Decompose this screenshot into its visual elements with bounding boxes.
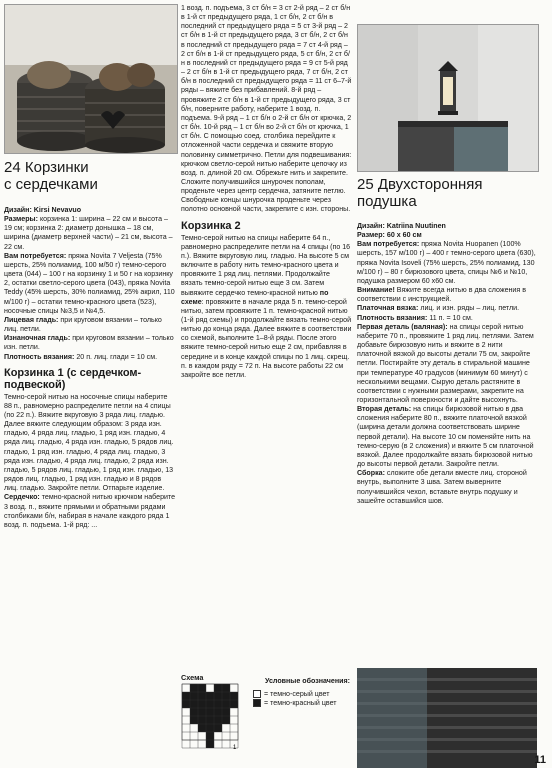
scheme-cell-dark [198,700,206,708]
scheme-cell-dark [190,700,198,708]
project-25-title-line1: Двухсторонняя [377,176,483,193]
page-number: 11 [534,754,546,766]
scheme-cell-dark [198,716,206,724]
attention-label: Внимание! [357,286,395,295]
scheme-cell-dark [206,740,214,748]
scheme-grid [181,683,241,753]
garter-label: Платочная вязка: [357,304,419,313]
scheme-cell-dark [222,684,230,692]
column-1 [4,206,176,530]
scheme-cell-dark [214,716,222,724]
scheme-cell-dark [206,708,214,716]
scheme-cell-dark [214,700,222,708]
baskets-photo [4,4,178,154]
scheme-cell-dark [222,716,230,724]
basket2-text-a: Темно-серой нитью на спицы наберите 64 п., равномерно распределите петли на 4 спицы (по 16 п.). Вяжите вкруговую лиц. гладью. На высоте 5 см включите в работу нить темно-красного цвета и провяжите 1 ряд лиц. петлями. Продолжайте вязать темно-серой нитью еще 3 см. Затем вывяжите сердечко темно-красной нитью [181,233,351,297]
materials-text-25: пряжа Novita Huopanen (100% шерсть, 157 м/100 г) – 400 г темно-серого цвета (630), пряжа Novita Isoveli (75% шерсть, 25% полиамид, 130 м/100 г) – 80 г бирюзового цвета, спицы №6 и №10, подушка размером 60 x60 см. [357,240,536,285]
part2-label: Вторая деталь: [357,405,412,414]
scheme-cell-dark [182,700,190,708]
column-3 [357,222,537,506]
column-2 [181,4,353,380]
heart-label: Сердечко: [4,493,40,502]
dark-swatch-icon [253,699,261,707]
reverse-label: Изнаночная гладь: [4,334,71,343]
project-24-number: 24 [4,159,21,176]
project-25-title-line2: подушка [357,193,417,210]
scheme-cell-dark [182,692,190,700]
scheme-cell-dark [230,692,238,700]
legend-item-red: = темно-красный цвет [264,699,337,707]
assembly-label: Сборка: [357,469,385,478]
scheme-cell-dark [206,692,214,700]
scheme-cell-dark [190,684,198,692]
designer-24: Дизайн: Kirsi Nevavuo [4,206,82,214]
gauge-text-24: 20 п. лиц. глади = 10 см. [74,352,158,361]
sizes-text: корзинка 1: ширина – 22 см и высота – 19 см; корзинка 2: диаметр донышка – 18 см, ширина (диаметр верхней части) – 21 см, высота – 22 см. [4,215,173,251]
scheme-cell-dark [214,692,222,700]
size-25: Размер: 60 x 60 см [357,231,422,240]
svg-text:1: 1 [233,745,237,751]
basket2-heading: Корзинка 2 [181,219,241,232]
materials-text-24: пряжа Novita 7 Veljesta (75% шерсть, 25% полиамид, 100 м/50 г) темно-серого цвета (044) – 100 г на корзинку 1 и 50 г на корзинку 2, остатки светло-серого цвета (043), пряжа Novita Teddy (45% шерсть, 30% полиамид, 25% акрил, 110 м/100 г) – остатки темно-красного цвета (523), носочные спицы №3,5 и №4,5. [4,251,175,315]
scheme-cell-dark [206,716,214,724]
materials-label-24: Вам потребуется: [4,251,67,260]
scheme-cell-dark [214,724,222,732]
assembly-text: сложите обе детали вместе лиц. стороной внутрь, выполните 3 шва. Затем выверните получившийся чехол, вставьте внутрь подушку и зашейте оставшийся шов. [357,469,527,505]
scheme-cell-dark [198,708,206,716]
legend-item-gray: = темно-серый цвет [264,690,330,698]
basket2-text-b: : провяжите в начале ряда 5 п. темно-серой нитью, затем провяжите 1 п. темно-красной нитью (1-й ряд схемы) и продолжайте вязать темно-серой нитью до конца ряда. Далее вяжите в соответствии со схемой, выполните 1–8-й ряды. После этого вяжите темно-серой нитью еще 2 см, прибавляя в середине и в конце каждой спицы по 1 лиц. скрещ. п. в каждом ряду = 72 п. На высоте работы 22 см закройте все петли. [181,297,352,379]
scheme-cell-dark [190,716,198,724]
project-24-heading [4,159,176,193]
scheme-legend [253,677,350,708]
attention-text: Вяжите всегда нитью в два сложения в соответствии с инструкцией. [357,286,526,304]
project-24-title-line1: Корзинки [24,159,89,176]
basket1-text: Темно-серой нитью на носочные спицы наберите 88 п., равномерно распределите петли на 4 спицы (по 22 п.). Вяжите вкруговую 3 ряда лиц. гладью. Далее вяжите следующим образом: 3 ряда изн. гладью, 4 ряда лиц. гладью, 1 ряд изн. гладью, 4 ряда лиц. гладью, 4 ряда изн. гладью, 5 рядов лиц. гладью, 1 ряд изн. гладью, 4 ряда лиц. гладью, 3 ряда изн. гладью, 4 ряда лиц. гладью, 2 ряда изн. гладью, 5 рядов лиц. гладью, 1 ряд изн. гладью, 13 рядов лиц. гладью, 1 ряд изн. гладью и 8 рядов лиц. гладью. Закройте петли. Отпарьте изделие. [4,392,174,493]
scheme-cell-dark [214,684,222,692]
scheme-cell-dark [198,684,206,692]
scheme-cell-dark [206,724,214,732]
pillow-illustration [358,25,538,171]
heart-scheme [181,673,353,763]
pillow-knit-photo [357,668,537,768]
project-24-title-line2: с сердечками [4,176,98,193]
scheme-title: Схема [181,673,204,682]
knit-texture [357,668,537,768]
scheme-cell-dark [230,700,238,708]
scheme-cell-dark [222,700,230,708]
pillow-photo [357,24,539,172]
garter-text: лиц. и изн. ряды – лиц. петли. [418,304,520,313]
stocking-text: при круговом вязании – только лиц. петли. [4,315,162,334]
part1-text: на спицы серой нитью наберите 70 п., провяжите 1 ряд лиц. петлями. Затем добавьте бирюзовую нить и вяжите в 2 нити платочной вязкой до высоты детали 75 см, закройте петли. Постирайте эту деталь в стиральной машине при температуре 40 градусов (минимум 60 минут) с несколькими вещами. Сырую деталь растяните в соответствии с нужными размерами, закрепите на горизонтальной поверхности и дайте высохнуть. [357,322,534,404]
scheme-cell-dark [190,708,198,716]
sizes-label: Размеры: [4,215,38,224]
scheme-cell-dark [222,692,230,700]
designer-25: Дизайн: Katriina Nuutinen [357,222,446,230]
baskets-illustration [5,5,177,153]
scheme-cell-dark [206,732,214,740]
scheme-reference: по схеме [181,288,329,306]
basket1-heading: Корзинка 1 (с сердечком-подвеской) [4,366,142,391]
scheme-cell-dark [214,708,222,716]
scheme-cell-dark [206,700,214,708]
stocking-label: Лицевая гладь: [4,315,59,324]
scheme-cell-dark [198,692,206,700]
heart-continued-text: 1 возд. п. подъема, 3 ст б/н = 3 ст 2-й ряд – 2 ст б/н в 1-й ст предыдущего ряда, 1 ст б/н, 2 ст б/н в последний ст предыдущего ряда = 5 ст 3-й ряд – 2 ст б/н в 1-й ст предыдущего ряда, 3 ст б/н, 2 ст б/н в последний ст предыдущего ряда = 7 ст 4-й ряд – 2 ст б/н в 1-й ст предыдущего ряда, 5 ст б/н, 2 ст б/н в последний ст предыдущего ряда = 9 ст 5-й ряд – 2 ст б/н в 1-й ст предыдущего ряда, 7 ст б/н, 2 ст б/н в последний ст предыдущего ряда = 11 ст 6–7-й ряды – вяжите без прибавлений. 8-й ряд – провяжите 2 ст б/н в 1-й ст предыдущего ряда, 3 ст б/н, поверните работу, наберите 1 возд. п. подъема. 9-й ряд – 1 ст б/н о 2-й ст б/н от крючка, 2 ст б/н. 10-й ряд – 1 ст б/н во 2-й ст б/н от крючка, 1 ст б/н. С помощью соед. столбика перейдите к отложенной части сердечка и свяжите вторую половинку симметрично. Петли для подвешивания: крючком светло-серой нитью наберите цепочку из возд. п. длиной 20 см. Обрежьте нить и закрепите. Сложите получившийся шнурочек пополам, проденьте через центр сердечка, затяните петлю. Свободные концы шнурочка проденьте через полотно основной части, закрепите с изн. стороны. [181,4,352,214]
project-25-heading [357,176,537,210]
gauge-label-24: Плотность вязания: [4,352,75,361]
gauge-text-25: 11 п. = 10 см. [427,313,473,322]
part1-label: Первая деталь (валяная): [357,322,448,331]
scheme-cell-dark [198,724,206,732]
reverse-text: при круговом вязании – только изн. петли. [4,334,174,352]
light-swatch-icon [253,690,261,698]
project-25-number: 25 [357,176,374,193]
legend-title: Условные обозначения: [265,677,351,685]
gauge-label-25: Плотность вязания: [357,313,428,322]
scheme-cell-dark [222,708,230,716]
heart-text: темно-красной нитью крючком наберите 3 возд. п., вяжите прямыми и обратными рядами столбиками б/н, набирая в начале каждого ряда 1 возд. п. подъема. 1-й ряд: ... [4,493,176,529]
materials-label-25: Вам потребуется: [357,240,420,249]
part2-text: на спицы бирюзовой нитью в два сложения наберите 80 п., вяжите платочной вязкой (ширина детали должна соответствовать ширине первой детали). На высоте 10 см поменяйте нить на темно-серую (в 2 сложения) и вяжите 5 см платочной вязкой. Далее продолжайте вязать бирюзовой нитью до высоты первой детали. Закройте петли. [357,405,534,469]
scheme-cell-dark [190,692,198,700]
